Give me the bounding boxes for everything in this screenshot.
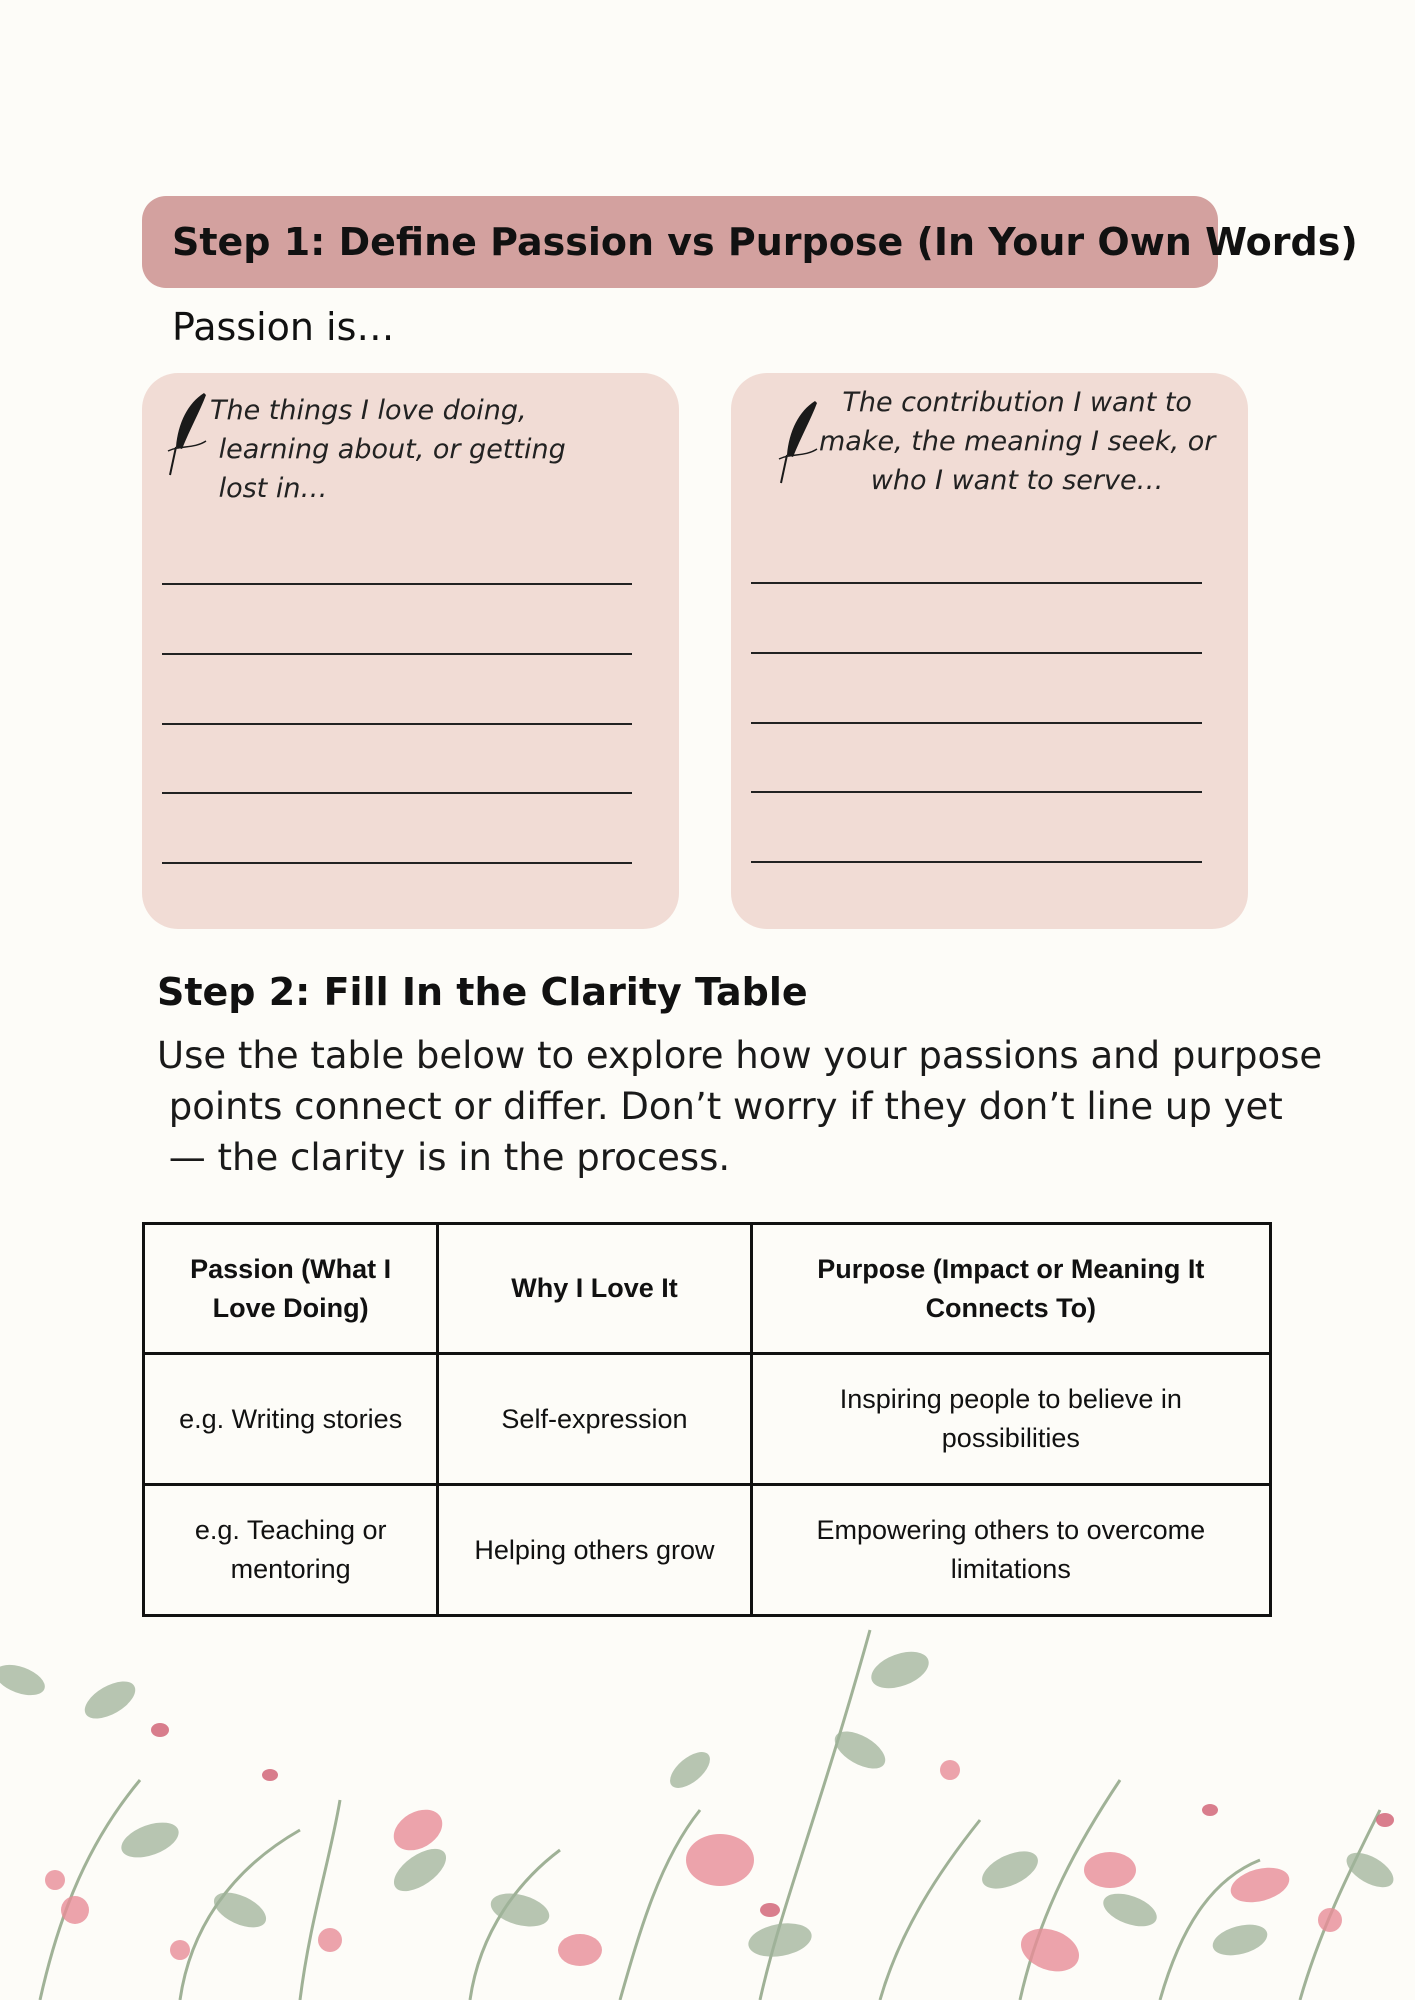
table-cell[interactable]: Self-expression (438, 1354, 751, 1485)
writing-line[interactable] (162, 723, 632, 725)
passion-prompt: The things I love doing, learning about, or getting lost in… (210, 395, 566, 504)
floral-border (0, 1610, 1415, 2000)
step2-title: Step 2: Fill In the Clarity Table (157, 970, 808, 1014)
header-passion: Passion (What I Love Doing) (144, 1224, 438, 1354)
table-cell[interactable]: Inspiring people to believe in possibilities (751, 1354, 1270, 1485)
table-cell[interactable]: e.g. Writing stories (144, 1354, 438, 1485)
table-cell[interactable]: Helping others grow (438, 1485, 751, 1616)
writing-line[interactable] (751, 722, 1202, 724)
passion-card (142, 373, 679, 929)
writing-line[interactable] (162, 583, 632, 585)
writing-line[interactable] (751, 861, 1202, 863)
writing-line[interactable] (162, 653, 632, 655)
purpose-prompt: The contribution I want to make, the meaning I seek, or who I want to serve… (819, 387, 1216, 496)
step1-title: Step 1: Define Passion vs Purpose (In Your Own Words) (172, 220, 1358, 264)
writing-line[interactable] (751, 582, 1202, 584)
table-header-row (144, 1224, 1271, 1354)
purpose-card (731, 373, 1248, 929)
table-row (144, 1485, 1271, 1616)
writing-line[interactable] (162, 862, 632, 864)
writing-line[interactable] (751, 791, 1202, 793)
step2-description: Use the table below to explore how your passions and purpose points connect or differ. Don’t worry if they don’t line up yet — the clarity is in the process. (157, 1034, 1323, 1179)
clarity-table (142, 1222, 1272, 1617)
writing-line[interactable] (162, 792, 632, 794)
header-why: Why I Love It (438, 1224, 751, 1354)
step1-banner (142, 196, 1358, 288)
header-purpose: Purpose (Impact or Meaning It Connects To) (751, 1224, 1270, 1354)
quill-icon (160, 389, 216, 479)
writing-line[interactable] (751, 652, 1202, 654)
table-cell[interactable]: e.g. Teaching or mentoring (144, 1485, 438, 1616)
passion-label: Passion is… (172, 305, 395, 349)
table-cell[interactable]: Empowering others to overcome limitations (751, 1485, 1270, 1616)
table-row (144, 1354, 1271, 1485)
